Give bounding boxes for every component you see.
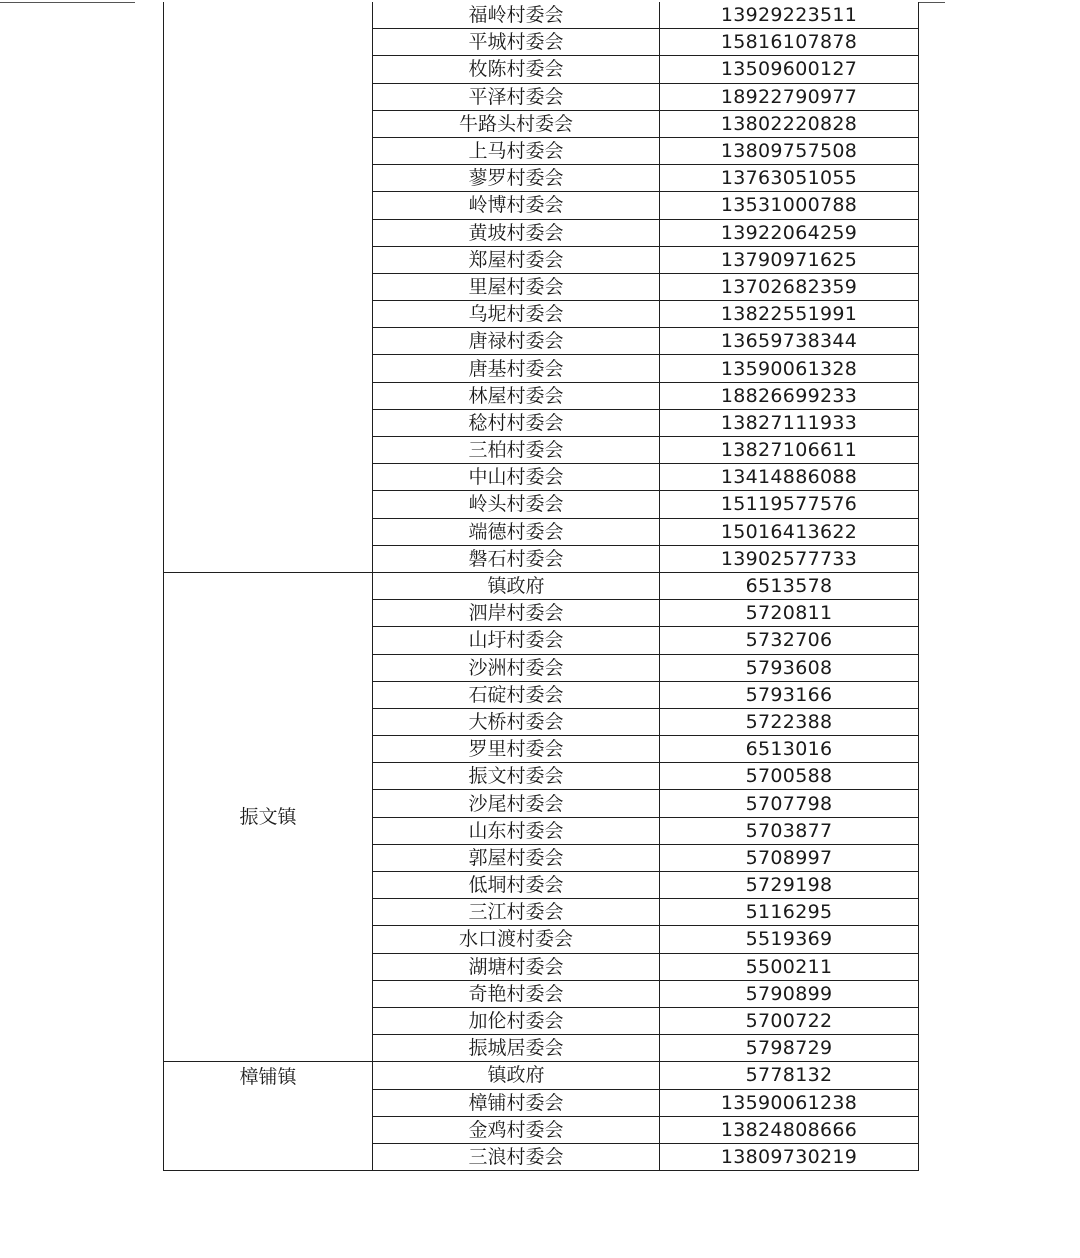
- phone-number-cell: 5519369: [660, 926, 919, 953]
- phone-number-cell: 15016413622: [660, 518, 919, 545]
- organization-name-cell: 福岭村委会: [373, 2, 660, 29]
- phone-number-cell: 13659738344: [660, 328, 919, 355]
- organization-name-cell: 振文村委会: [373, 763, 660, 790]
- phone-number-cell: 13922064259: [660, 219, 919, 246]
- town-name-cell: 振文镇: [164, 572, 373, 1061]
- organization-name-cell: 罗里村委会: [373, 736, 660, 763]
- organization-name-cell: 大桥村委会: [373, 708, 660, 735]
- organization-name-cell: 岭博村委会: [373, 192, 660, 219]
- phone-number-cell: 5722388: [660, 708, 919, 735]
- phone-number-cell: 13531000788: [660, 192, 919, 219]
- phone-number-cell: 15119577576: [660, 491, 919, 518]
- phone-number-cell: 13414886088: [660, 464, 919, 491]
- organization-name-cell: 郭屋村委会: [373, 844, 660, 871]
- organization-name-cell: 三柏村委会: [373, 437, 660, 464]
- phone-number-cell: 5798729: [660, 1035, 919, 1062]
- organization-name-cell: 郑屋村委会: [373, 246, 660, 273]
- phone-number-cell: 18922790977: [660, 83, 919, 110]
- phone-number-cell: 18826699233: [660, 382, 919, 409]
- organization-name-cell: 中山村委会: [373, 464, 660, 491]
- organization-name-cell: 上马村委会: [373, 137, 660, 164]
- organization-name-cell: 枚陈村委会: [373, 56, 660, 83]
- phone-number-cell: 5707798: [660, 790, 919, 817]
- phone-number-cell: 13590061328: [660, 355, 919, 382]
- organization-name-cell: 平泽村委会: [373, 83, 660, 110]
- table-row: [164, 572, 919, 599]
- organization-name-cell: 三江村委会: [373, 899, 660, 926]
- phone-number-cell: 13763051055: [660, 165, 919, 192]
- phone-number-cell: 5700722: [660, 1007, 919, 1034]
- phone-number-cell: 13790971625: [660, 246, 919, 273]
- phone-number-cell: 13809730219: [660, 1143, 919, 1170]
- table-row: [164, 1062, 919, 1089]
- phone-number-cell: 5500211: [660, 953, 919, 980]
- phone-number-cell: 5793166: [660, 681, 919, 708]
- phone-number-cell: 13824808666: [660, 1116, 919, 1143]
- town-name-cell: [164, 2, 373, 572]
- organization-name-cell: 山圩村委会: [373, 627, 660, 654]
- phone-number-cell: 5729198: [660, 872, 919, 899]
- phone-number-cell: 13802220828: [660, 110, 919, 137]
- phone-number-cell: 5703877: [660, 817, 919, 844]
- phone-number-cell: 13590061238: [660, 1089, 919, 1116]
- phone-number-cell: 13827106611: [660, 437, 919, 464]
- organization-name-cell: 湖塘村委会: [373, 953, 660, 980]
- phone-number-cell: 13827111933: [660, 409, 919, 436]
- organization-name-cell: 唐禄村委会: [373, 328, 660, 355]
- organization-name-cell: 泗岸村委会: [373, 600, 660, 627]
- organization-name-cell: 低垌村委会: [373, 872, 660, 899]
- phone-number-cell: 6513578: [660, 572, 919, 599]
- phone-number-cell: 15816107878: [660, 29, 919, 56]
- organization-name-cell: 石碇村委会: [373, 681, 660, 708]
- organization-name-cell: 稔村村委会: [373, 409, 660, 436]
- organization-name-cell: 沙尾村委会: [373, 790, 660, 817]
- phone-number-cell: 5700588: [660, 763, 919, 790]
- organization-name-cell: 金鸡村委会: [373, 1116, 660, 1143]
- organization-name-cell: 镇政府: [373, 1062, 660, 1089]
- organization-name-cell: 樟铺村委会: [373, 1089, 660, 1116]
- organization-name-cell: 里屋村委会: [373, 273, 660, 300]
- phone-number-cell: 13822551991: [660, 301, 919, 328]
- organization-name-cell: 水口渡村委会: [373, 926, 660, 953]
- organization-name-cell: 林屋村委会: [373, 382, 660, 409]
- organization-name-cell: 磐石村委会: [373, 545, 660, 572]
- organization-name-cell: 蓼罗村委会: [373, 165, 660, 192]
- organization-name-cell: 振城居委会: [373, 1035, 660, 1062]
- organization-name-cell: 岭头村委会: [373, 491, 660, 518]
- phone-number-cell: 13902577733: [660, 545, 919, 572]
- contact-table-body: [164, 2, 919, 1171]
- organization-name-cell: 镇政府: [373, 572, 660, 599]
- table-row: [164, 2, 919, 29]
- organization-name-cell: 加伦村委会: [373, 1007, 660, 1034]
- organization-name-cell: 三浪村委会: [373, 1143, 660, 1170]
- town-name-cell: 樟铺镇: [164, 1062, 373, 1171]
- phone-number-cell: 13509600127: [660, 56, 919, 83]
- phone-number-cell: 13809757508: [660, 137, 919, 164]
- phone-number-cell: 5708997: [660, 844, 919, 871]
- organization-name-cell: 乌坭村委会: [373, 301, 660, 328]
- page-top-rule-right: [918, 2, 945, 3]
- organization-name-cell: 山东村委会: [373, 817, 660, 844]
- organization-name-cell: 平城村委会: [373, 29, 660, 56]
- phone-number-cell: 5732706: [660, 627, 919, 654]
- phone-number-cell: 6513016: [660, 736, 919, 763]
- phone-number-cell: 13929223511: [660, 2, 919, 29]
- organization-name-cell: 唐基村委会: [373, 355, 660, 382]
- organization-name-cell: 端德村委会: [373, 518, 660, 545]
- contact-table: [163, 2, 919, 1171]
- organization-name-cell: 牛路头村委会: [373, 110, 660, 137]
- phone-number-cell: 5778132: [660, 1062, 919, 1089]
- phone-number-cell: 13702682359: [660, 273, 919, 300]
- organization-name-cell: 沙洲村委会: [373, 654, 660, 681]
- phone-number-cell: 5790899: [660, 980, 919, 1007]
- organization-name-cell: 黄坡村委会: [373, 219, 660, 246]
- phone-number-cell: 5116295: [660, 899, 919, 926]
- organization-name-cell: 奇艳村委会: [373, 980, 660, 1007]
- page-top-rule-left: [0, 2, 135, 3]
- phone-number-cell: 5793608: [660, 654, 919, 681]
- phone-number-cell: 5720811: [660, 600, 919, 627]
